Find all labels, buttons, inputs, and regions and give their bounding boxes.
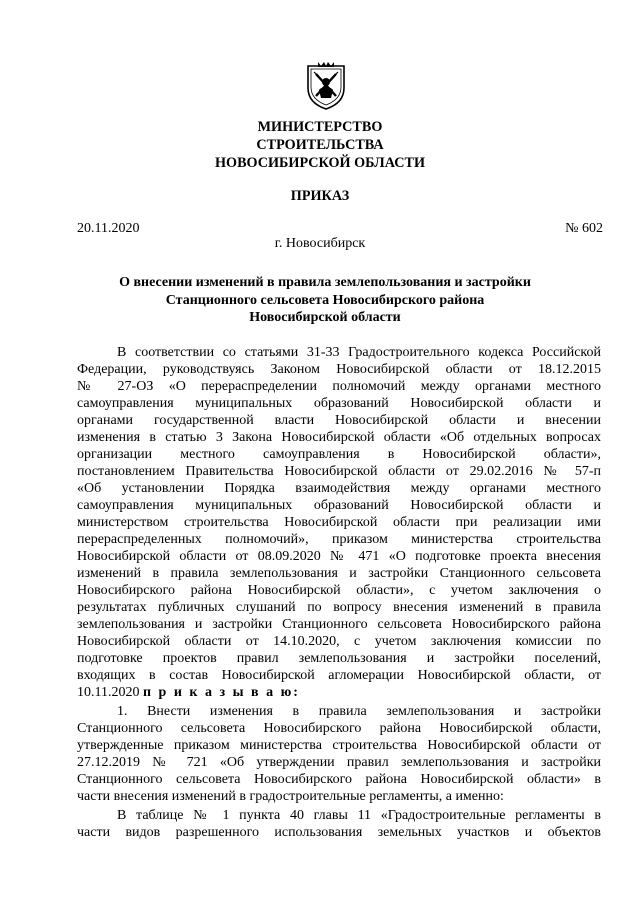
- preamble-line: землепользования и застройки Станционного сельсовета Новосибирского района: [77, 617, 601, 632]
- subject-line: Новосибирской области: [249, 310, 401, 325]
- preamble-line: Федерации, руководствуясь Законом Новосибирской области от 18.12.2015: [77, 362, 601, 377]
- preamble-line: Новосибирского района Новосибирской области», с учетом заключения о: [77, 583, 601, 598]
- item2-line: В таблице № 1 пункта 40 главы 11 «Градостроительные регламенты в: [117, 808, 601, 823]
- preamble-line: самоуправления муниципальных образований Новосибирской области и: [77, 396, 601, 411]
- order-city: г. Новосибирск: [274, 236, 366, 251]
- preamble-line: подготовке проектов правил землепользования и застройки поселений,: [77, 651, 601, 666]
- order-date: 20.11.2020: [77, 221, 140, 236]
- preamble-line: постановлением Правительства Новосибирской области от 29.02.2016 № 57-п: [77, 464, 601, 479]
- preamble-line: перераспределенных полномочий», приказом министерства строительства: [77, 532, 601, 547]
- item2-line: части видов разрешенного использования земельных участков и объектов: [77, 825, 601, 840]
- ministry-name-line: СТРОИТЕЛЬСТВА: [256, 137, 384, 153]
- novosibirsk-coat-of-arms-icon: [305, 60, 347, 110]
- document-type: ПРИКАЗ: [290, 188, 350, 204]
- preamble-line: «Об установлении Порядка взаимодействия между органами местного: [77, 481, 601, 496]
- preamble-line: Новосибирской области от 14.10.2020, с учетом заключения комиссии по: [77, 634, 601, 649]
- preamble-line: изменения в статью 3 Закона Новосибирской области «Об отдельных вопросах: [77, 430, 601, 445]
- preamble-final-date: 10.11.2020: [77, 685, 140, 700]
- preamble-line: входящих в состав Новосибирской агломерации Новосибирской области, от: [77, 668, 601, 683]
- ministry-name-line: МИНИСТЕРСТВО: [257, 119, 383, 135]
- subject-line: О внесении изменений в правила землепользования и застройки: [119, 275, 531, 290]
- decree-word: п р и к а з ы в а ю:: [142, 685, 300, 700]
- item1-line: части внесения изменений в градостроительные регламенты, а именно:: [77, 789, 504, 804]
- preamble-line: самоуправления муниципальных образований Новосибирской области и: [77, 498, 601, 513]
- item1-line: Станционного сельсовета Новосибирского района Новосибирской области,: [77, 721, 601, 736]
- item1-line: Станционного сельсовета Новосибирского района Новосибирской области» в: [77, 772, 601, 787]
- preamble-line: министерством строительства Новосибирской области при реализации ими: [77, 515, 601, 530]
- order-number: № 602: [565, 221, 603, 236]
- preamble-final-line: [77, 684, 601, 701]
- preamble-line: органами государственной власти Новосибирской области и внесении: [77, 413, 601, 428]
- preamble-line: изменений в правила землепользования и застройки Станционного сельсовета: [77, 566, 601, 581]
- preamble-line: В соответствии со статьями 31-33 Градостроительного кодекса Российской: [117, 345, 601, 360]
- item1-line: утвержденные приказом министерства строительства Новосибирской области от: [77, 738, 601, 753]
- preamble-line: Новосибирской области от 08.09.2020 № 471 «О подготовке проекта внесения: [77, 549, 601, 564]
- item1-line: 27.12.2019 № 721 «Об утверждении правил землепользования и застройки: [77, 755, 601, 770]
- item1-line: 1. Внести изменения в правила землепользования и застройки: [117, 704, 601, 719]
- subject-line: Станционного сельсовета Новосибирского района: [165, 292, 485, 308]
- ministry-name-line: НОВОСИБИРСКОЙ ОБЛАСТИ: [215, 155, 425, 171]
- preamble-line: результатах публичных слушаний по вопросу внесения изменений в правила: [77, 600, 601, 615]
- preamble-line: организации местного самоуправления в Новосибирской области»,: [77, 447, 601, 462]
- preamble-line: № 27-ОЗ «О перераспределении полномочий между органами местного: [77, 379, 601, 394]
